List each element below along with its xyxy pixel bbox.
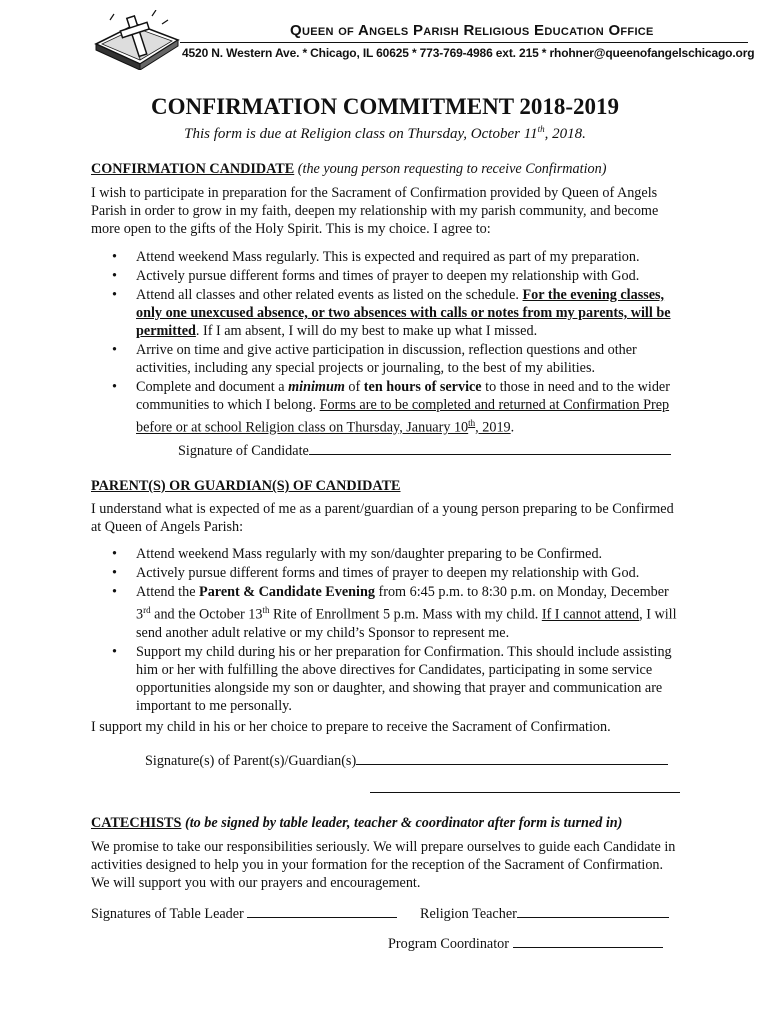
- page-subtitle: This form is due at Religion class on Thursday, October 11th, 2018.: [184, 124, 586, 142]
- second-parent-signature-line[interactable]: [370, 792, 680, 793]
- list-item: • Attend all classes and other related events as listed on the schedule. For the evening classes, only one unexcused absence, or two absences with calls or notes from my parents, will be permitted. If I am absent, I will do my best to make up what I missed.: [112, 287, 671, 339]
- parent-signature-line[interactable]: [356, 750, 668, 765]
- list-item: • Actively pursue different forms and times of prayer to deepen my relationship with God.: [112, 565, 640, 581]
- teacher-signature: Religion Teacher: [420, 903, 669, 923]
- coordinator-signature: Program Coordinator: [388, 933, 663, 953]
- parent-commitments: [112, 545, 684, 716]
- list-item: • Support my child during his or her preparation for Confirmation. This should include assisting him or her with fulfilling the above directives for Candidates, participating in some service opportunities alongside my son or daughter, and showing that prayer and communication are important to me personally.: [112, 643, 672, 714]
- org-name: Queen of Angels Parish Religious Education Office: [290, 22, 654, 39]
- page-title: CONFIRMATION COMMITMENT 2018-2019: [150, 94, 620, 119]
- candidate-signature-line[interactable]: [309, 440, 671, 455]
- table-leader-signature: Signatures of Table Leader: [91, 903, 397, 923]
- candidate-heading: CONFIRMATION CANDIDATE (the young person requesting to receive Confirmation): [91, 161, 607, 177]
- list-item: • Actively pursue different forms and times of prayer to deepen my relationship with God.: [112, 268, 640, 284]
- catechists-intro: We promise to take our responsibilities seriously. We will prepare ourselves to guide each Candidate in activities designed to help you in your formation for the reception of the Sacrament of Confirmation. We will support you with our prayers and encouragement.: [91, 839, 676, 891]
- list-item: • Arrive on time and give active participation in discussion, reflection questions and other activities, including any special projects or journaling, to the best of my abilities.: [112, 342, 637, 376]
- candidate-signature: Signature of Candidate: [178, 440, 671, 460]
- coordinator-signature-line[interactable]: [513, 933, 663, 948]
- parent-intro: I understand what is expected of me as a parent/guardian of a young person preparing to be Confirmed at Queen of Angels Parish:: [91, 501, 674, 535]
- list-item: • Attend the Parent & Candidate Evening from 6:45 p.m. to 8:30 p.m. on Monday, December 3rd and the October 13th Rite of Enrollment 5 p.m. Mass with my child. If I cannot attend, I will send another adult relative or my child’s Sponsor to represent me.: [112, 584, 677, 641]
- list-item: • Complete and document a minimum of ten hours of service to those in need and to the wider communities to which I belong. Forms are to be completed and returned at Confirmation Prep before or at school Religion class on Thursday, January 10th, 2019.: [112, 379, 670, 436]
- candidate-commitments: [112, 248, 684, 438]
- header-divider: [180, 42, 748, 43]
- list-item: • Attend weekend Mass regularly. This is expected and required as part of my preparation.: [112, 249, 640, 265]
- parent-support-statement: I support my child in his or her choice to prepare to receive the Sacrament of Confirmation.: [91, 719, 611, 735]
- candidate-intro: I wish to participate in preparation for the Sacrament of Confirmation provided by Queen of Angels Parish in order to grow in my faith, deepen my relationship with my parish community, and become more open to the gifts of the Holy Spirit. This is my choice. I agree to:: [91, 185, 659, 237]
- bible-cross-icon: [92, 10, 182, 70]
- catechists-heading: CATECHISTS (to be signed by table leader, teacher & coordinator after form is turned in): [91, 815, 623, 831]
- parent-heading: PARENT(S) OR GUARDIAN(S) OF CANDIDATE: [91, 478, 401, 494]
- list-item: • Attend weekend Mass regularly with my son/daughter preparing to be Confirmed.: [112, 546, 603, 562]
- org-address: 4520 N. Western Ave. * Chicago, IL 60625 * 773-769-4986 ext. 215 * rhohner@queenofangelschicago.org: [182, 46, 755, 60]
- table-leader-signature-line[interactable]: [247, 903, 397, 918]
- parent-signature: Signature(s) of Parent(s)/Guardian(s): [145, 750, 668, 770]
- teacher-signature-line[interactable]: [517, 903, 669, 918]
